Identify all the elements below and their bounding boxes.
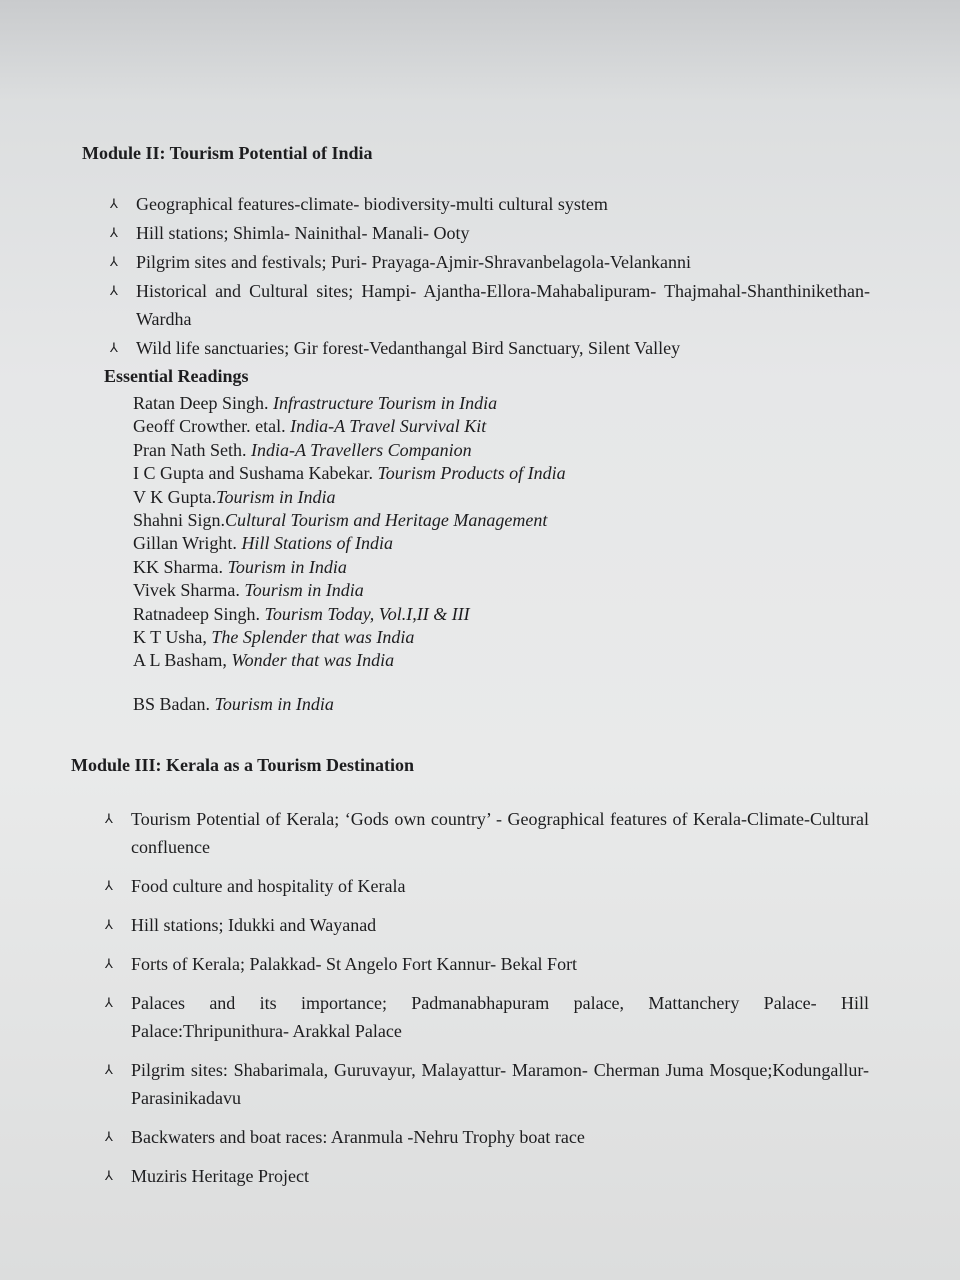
module-2-topic-list — [108, 190, 870, 363]
reading-item: Geoff Crowther. etal. India-A Travel Survival Kit — [133, 416, 487, 437]
bullet-arrow-icon: ⅄ — [110, 340, 118, 355]
reading-item: V K Gupta.Tourism in India — [133, 486, 336, 507]
list-item: ⅄ Pilgrim sites: Shabarimala, Guruvayur, Malayattur- Maramon- Cherman Juma Mosque;Kodungallur- Parasinikadavu — [103, 1056, 869, 1112]
list-item: ⅄ Forts of Kerala; Palakkad- St Angelo Fort Kannur- Bekal Fort — [103, 950, 869, 978]
reading-item: Ratnadeep Singh. Tourism Today, Vol.I,II & III — [133, 603, 470, 624]
list-item: ⅄ Geographical features-climate- biodiversity-multi cultural system — [108, 190, 870, 218]
bullet-arrow-icon: ⅄ — [110, 283, 118, 298]
bullet-arrow-icon: ⅄ — [110, 254, 118, 269]
module-2-heading: Module II: Tourism Potential of India — [82, 143, 373, 163]
reading-item: Pran Nath Seth. India-A Travellers Companion — [133, 439, 472, 460]
reading-item: Vivek Sharma. Tourism in India — [133, 580, 364, 601]
essential-readings-heading: Essential Readings — [104, 366, 249, 386]
list-item: ⅄ Hill stations; Shimla- Nainithal- Manali- Ooty — [108, 219, 870, 247]
bullet-arrow-icon: ⅄ — [105, 917, 113, 932]
list-item: ⅄ Tourism Potential of Kerala; ‘Gods own country’ - Geographical features of Kerala-Climate-Cultural confluence — [103, 805, 869, 861]
list-item: ⅄ Historical and Cultural sites; Hampi- Ajantha-Ellora-Mahabalipuram- Thajmahal-Shanthinikethan-Wardha — [108, 277, 870, 333]
reading-item: Gillan Wright. Hill Stations of India — [133, 533, 393, 554]
reading-item: A L Basham, Wonder that was India — [133, 650, 395, 671]
essential-readings-list — [133, 392, 566, 716]
list-item: ⅄ Palaces and its importance; Padmanabhapuram palace, Mattanchery Palace- Hill Palace:Thripunithura- Arakkal Palace — [103, 989, 869, 1045]
bullet-arrow-icon: ⅄ — [105, 995, 113, 1010]
bullet-arrow-icon: ⅄ — [105, 1062, 113, 1077]
reading-item: KK Sharma. Tourism in India — [133, 556, 347, 577]
list-item: ⅄ Hill stations; Idukki and Wayanad — [103, 911, 869, 939]
bullet-arrow-icon: ⅄ — [105, 1168, 113, 1183]
reading-item: Shahni Sign.Cultural Tourism and Heritage Management — [133, 510, 548, 531]
reading-item: I C Gupta and Sushama Kabekar. Tourism Products of India — [133, 463, 566, 484]
list-item: ⅄ Wild life sanctuaries; Gir forest-Vedanthangal Bird Sanctuary, Silent Valley — [108, 334, 870, 362]
list-item: ⅄ Muziris Heritage Project — [103, 1162, 869, 1190]
list-item: ⅄ Pilgrim sites and festivals; Puri- Prayaga-Ajmir-Shravanbelagola-Velankanni — [108, 248, 870, 276]
list-item: ⅄ Food culture and hospitality of Kerala — [103, 872, 869, 900]
reading-item: BS Badan. Tourism in India — [133, 693, 334, 714]
bullet-arrow-icon: ⅄ — [105, 1129, 113, 1144]
module-3-topic-list — [103, 805, 869, 1201]
list-item: ⅄ Backwaters and boat races: Aranmula -Nehru Trophy boat race — [103, 1123, 869, 1151]
bullet-arrow-icon: ⅄ — [110, 225, 118, 240]
bullet-arrow-icon: ⅄ — [105, 811, 113, 826]
bullet-arrow-icon: ⅄ — [105, 956, 113, 971]
reading-item: K T Usha, The Splender that was India — [133, 627, 415, 648]
bullet-arrow-icon: ⅄ — [105, 878, 113, 893]
bullet-arrow-icon: ⅄ — [110, 196, 118, 211]
reading-item: Ratan Deep Singh. Infrastructure Tourism in India — [133, 393, 498, 413]
module-3-heading: Module III: Kerala as a Tourism Destination — [71, 755, 415, 775]
